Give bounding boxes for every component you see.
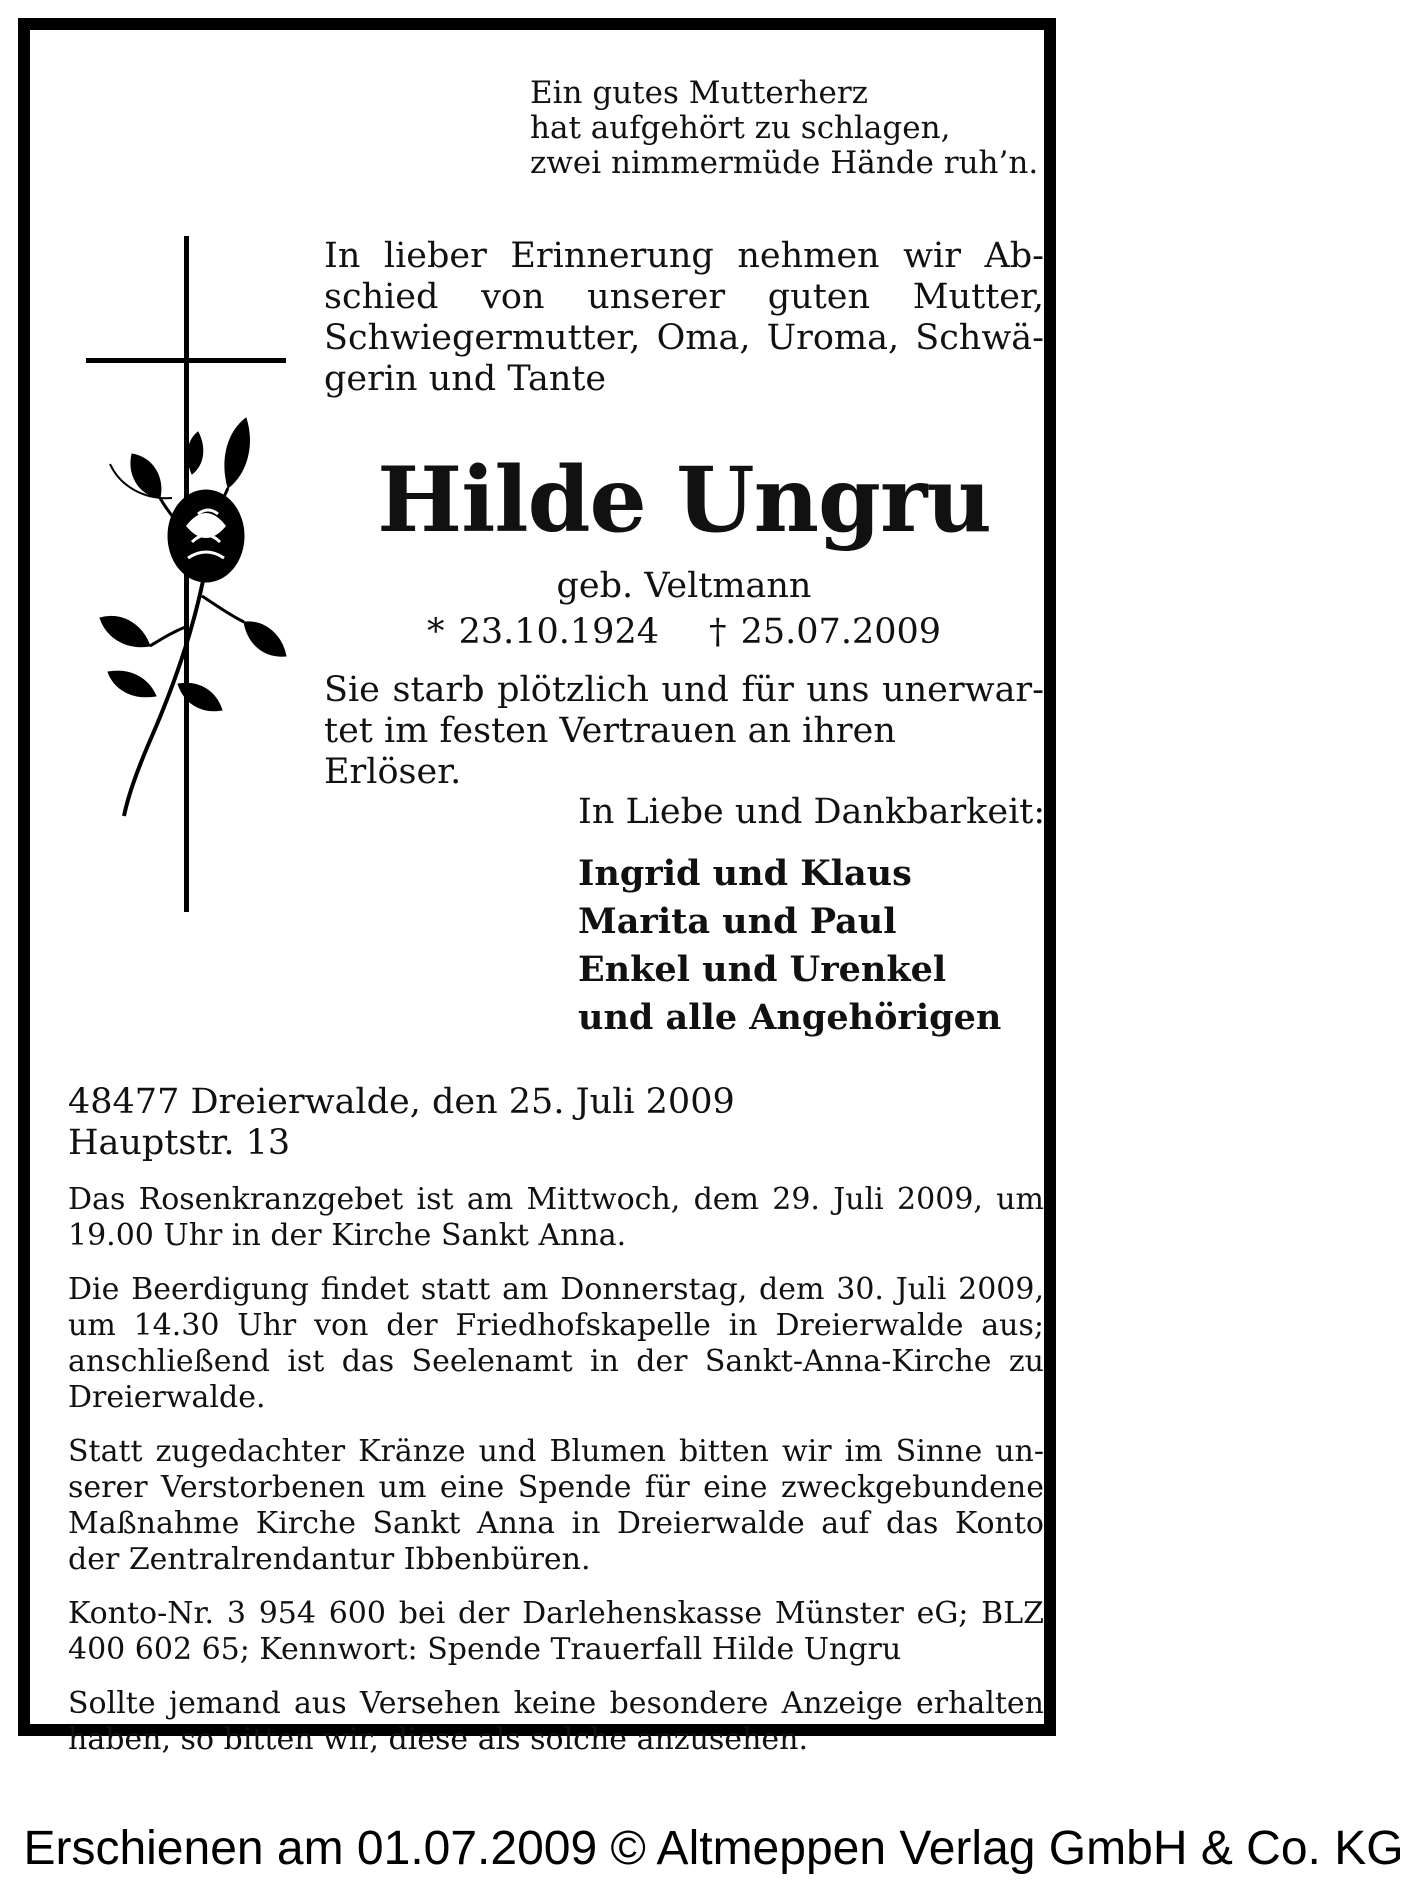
closing-line: haben, so bitten wir, diese als solche anzusehen. [68, 1722, 808, 1757]
death-paragraph [324, 670, 1044, 793]
funeral-line: Die Beerdigung findet statt am Donnerstag, dem 30. Juli 2009, [68, 1272, 1044, 1307]
intro-line: In lieber Erinnerung nehmen wir Ab- [324, 236, 1044, 276]
rose-icon [100, 418, 286, 816]
thanks-line: In Liebe und Dankbarkeit: [578, 792, 1046, 832]
birth-date: * 23.10.1924 [426, 612, 659, 652]
intro-line: gerin und Tante [324, 359, 607, 399]
motto-line: hat aufgehört zu schlagen, [530, 110, 951, 146]
address-line: Hauptstr. 13 [68, 1123, 291, 1163]
address-block [68, 1082, 735, 1164]
donation-paragraph [68, 1434, 1044, 1578]
funeral-line: anschließend ist das Seelenamt in der Sankt-Anna-Kirche zu [68, 1344, 1044, 1379]
deceased-name: Hilde Ungru [377, 447, 991, 553]
account-paragraph [68, 1596, 1044, 1668]
mourner-name: Marita und Paul [578, 901, 897, 942]
life-dates [324, 612, 1044, 652]
death-date: † 25.07.2009 [709, 612, 942, 652]
cross-with-rose-graphic [60, 236, 300, 916]
mourners-list [578, 850, 1001, 1042]
rosary-paragraph [68, 1182, 1044, 1254]
mourner-name: und alle Angehörigen [578, 997, 1002, 1038]
death-line: tet im festen Vertrauen an ihren Erlöser. [324, 711, 896, 792]
address-line: 48477 Dreierwalde, den 25. Juli 2009 [68, 1082, 735, 1122]
intro-line: Schwiegermutter, Oma, Uroma, Schwä- [324, 318, 1044, 358]
rosary-line: Das Rosenkranzgebet ist am Mittwoch, dem 29. Juli 2009, um [68, 1182, 1044, 1217]
rosary-line: 19.00 Uhr in der Kirche Sankt Anna. [68, 1218, 627, 1253]
funeral-line: Dreierwalde. [68, 1380, 266, 1415]
motto-verse [530, 76, 1038, 181]
maiden-name: geb. Veltmann [556, 566, 812, 606]
motto-line: zwei nimmermüde Hände ruh’n. [530, 145, 1039, 181]
funeral-line: um 14.30 Uhr von der Friedhofskapelle in Dreierwalde aus; [68, 1308, 1044, 1343]
death-line: Sie starb plötzlich und für uns unerwar- [324, 670, 1044, 710]
account-line: 400 602 65; Kennwort: Spende Trauerfall Hilde Ungru [68, 1632, 902, 1667]
motto-line: Ein gutes Mutterherz [530, 75, 868, 111]
intro-paragraph [324, 236, 1044, 400]
donation-line: Statt zugedachter Kränze und Blumen bitten wir im Sinne un- [68, 1434, 1044, 1469]
intro-line: schied von unserer guten Mutter, [324, 277, 1044, 317]
closing-paragraph [68, 1686, 1044, 1758]
donation-line: serer Verstorbenen um eine Spende für eine zweckgebundene [68, 1470, 1044, 1505]
mourner-name: Ingrid und Klaus [578, 853, 912, 894]
donation-line: Maßnahme Kirche Sankt Anna in Dreierwalde auf das Konto [68, 1506, 1044, 1541]
mourner-name: Enkel und Urenkel [578, 949, 947, 990]
funeral-paragraph [68, 1272, 1044, 1416]
publication-credit: Erschienen am 01.07.2009 © Altmeppen Verlag GmbH & Co. KG [23, 1822, 1404, 1875]
closing-line: Sollte jemand aus Versehen keine besondere Anzeige erhalten [68, 1686, 1044, 1721]
obituary-notice [18, 18, 1056, 1757]
account-line: Konto-Nr. 3 954 600 bei der Darlehenskasse Münster eG; BLZ [68, 1596, 1044, 1631]
donation-line: der Zentralrendantur Ibbenbüren. [68, 1542, 591, 1577]
